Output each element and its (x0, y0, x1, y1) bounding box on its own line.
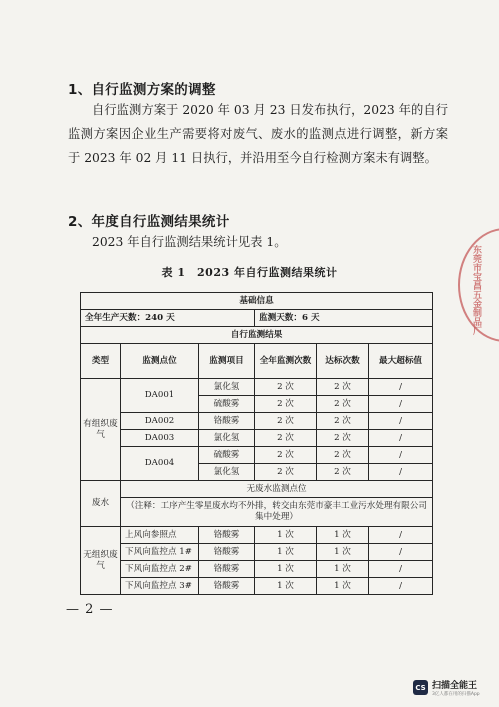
compliant-cell: 1 次 (317, 527, 369, 544)
header-compliant: 达标次数 (317, 344, 369, 379)
section-1-heading: 1、自行监测方案的调整 (68, 82, 216, 98)
count-cell: 1 次 (255, 578, 317, 595)
count-cell: 2 次 (255, 379, 317, 396)
table-row (81, 310, 433, 327)
wastewater-type: 废水 (81, 481, 121, 527)
monitoring-results-table (80, 292, 433, 595)
max-cell: / (369, 544, 433, 561)
compliant-cell: 1 次 (317, 544, 369, 561)
item-cell: 铬酸雾 (199, 561, 255, 578)
header-type: 类型 (81, 344, 121, 379)
max-cell: / (369, 578, 433, 595)
count-cell: 2 次 (255, 430, 317, 447)
table-header-row (81, 344, 433, 379)
table-row (81, 498, 433, 527)
watermark-name: 扫描全能王 (432, 681, 478, 691)
max-cell: / (369, 396, 433, 413)
table-row (81, 293, 433, 310)
table-row (81, 430, 433, 447)
point-cell: 上风向参照点 (121, 527, 199, 544)
count-cell: 2 次 (255, 464, 317, 481)
count-cell: 2 次 (255, 447, 317, 464)
item-cell: 铬酸雾 (199, 413, 255, 430)
count-cell: 1 次 (255, 561, 317, 578)
wastewater-note: （注释：工序产生零星废水均不外排，转交由东莞市豪丰工业污水处理有限公司集中处理） (121, 498, 433, 527)
count-cell: 1 次 (255, 544, 317, 561)
max-cell: / (369, 527, 433, 544)
compliant-cell: 1 次 (317, 578, 369, 595)
point-cell: 下风向监控点 1# (121, 544, 199, 561)
header-item: 监测项目 (199, 344, 255, 379)
item-cell: 硫酸雾 (199, 447, 255, 464)
count-cell: 1 次 (255, 527, 317, 544)
section-2-heading: 2、年度自行监测结果统计 (68, 214, 230, 230)
point-cell: DA003 (121, 430, 199, 447)
table-row (81, 561, 433, 578)
header-count: 全年监测次数 (255, 344, 317, 379)
item-cell: 氯化氢 (199, 430, 255, 447)
table-row (81, 527, 433, 544)
scanner-watermark (413, 678, 480, 697)
point-cell: DA004 (121, 447, 199, 481)
max-cell: / (369, 464, 433, 481)
compliant-cell: 2 次 (317, 396, 369, 413)
item-cell: 氯化氢 (199, 379, 255, 396)
point-cell: 下风向监控点 3# (121, 578, 199, 595)
monitoring-days: 监测天数：6 天 (255, 310, 433, 327)
section-1-paragraph: 自行监测方案于 2020 年 03 月 23 日发布执行，2023 年的自行监测方案因企业生产需要将对废气、废水的监测点进行调整，新方案于 2023 年 02 月 11 日执行，并沿用至今自行检测方案未有调整。 (68, 103, 448, 165)
results-title: 自行监测结果 (81, 327, 433, 344)
header-point: 监测点位 (121, 344, 199, 379)
max-cell: / (369, 430, 433, 447)
table-row (81, 481, 433, 498)
page-number: — 2 — (66, 602, 114, 617)
max-cell: / (369, 379, 433, 396)
header-max-exceed: 最大超标值 (369, 344, 433, 379)
section-2-intro: 2023 年自行监测结果统计见表 1。 (92, 235, 287, 249)
table-row (81, 544, 433, 561)
basic-info-title: 基础信息 (81, 293, 433, 310)
item-cell: 氯化氢 (199, 464, 255, 481)
count-cell: 2 次 (255, 396, 317, 413)
compliant-cell: 2 次 (317, 464, 369, 481)
compliant-cell: 2 次 (317, 413, 369, 430)
unorganized-type: 无组织废气 (81, 527, 121, 595)
organized-type: 有组织废气 (81, 379, 121, 481)
item-cell: 铬酸雾 (199, 527, 255, 544)
point-cell: 下风向监控点 2# (121, 561, 199, 578)
table-row (81, 578, 433, 595)
compliant-cell: 2 次 (317, 447, 369, 464)
max-cell: / (369, 413, 433, 430)
table-row (81, 379, 433, 396)
table-row (81, 447, 433, 464)
wastewater-note-title: 无废水监测点位 (121, 481, 433, 498)
item-cell: 铬酸雾 (199, 578, 255, 595)
point-cell: DA002 (121, 413, 199, 430)
item-cell: 铬酸雾 (199, 544, 255, 561)
watermark-subtitle: 3亿人都在用的扫描App (432, 692, 480, 697)
max-cell: / (369, 447, 433, 464)
point-cell: DA001 (121, 379, 199, 413)
camscanner-logo-icon: CS (413, 680, 428, 695)
item-cell: 硫酸雾 (199, 396, 255, 413)
compliant-cell: 2 次 (317, 379, 369, 396)
max-cell: / (369, 561, 433, 578)
production-days: 全年生产天数：240 天 (81, 310, 255, 327)
compliant-cell: 1 次 (317, 561, 369, 578)
table-row (81, 327, 433, 344)
company-seal-text: 东莞市宝昌五金制品厂 (471, 245, 481, 335)
count-cell: 2 次 (255, 413, 317, 430)
table-caption: 表 1 2023 年自行监测结果统计 (161, 266, 338, 279)
compliant-cell: 2 次 (317, 430, 369, 447)
table-row (81, 413, 433, 430)
